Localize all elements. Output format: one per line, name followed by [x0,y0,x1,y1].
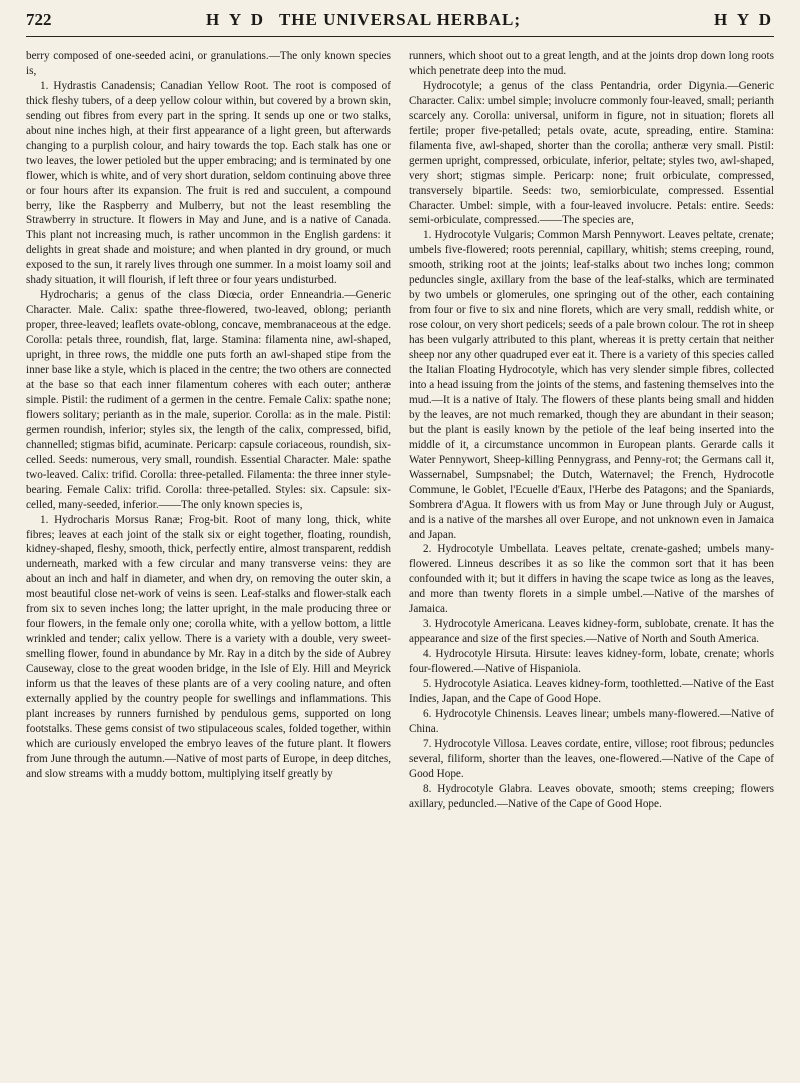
right-running-head: H Y D [713,10,774,29]
left-running-head: H Y D [206,10,267,29]
paragraph: 6. Hydrocotyle Chinensis. Leaves linear; umbels many-flowered.—Native of China. [409,707,774,735]
paragraph: 1. Hydrocharis Morsus Ranæ; Frog-bit. Root of many long, thick, white fibres; leaves at each joint of the stalk six or eight together, floating, roundish, kidney-shaped, fleshy, smooth, thick, perfectly entire, almost transparent, reddish underneath, marked with a few circular and many transverse veins: they are about an inch and half in diameter, and when dry, on removing the outer skin, a most beautiful close net-work of veins is seen. Leaf-stalks and flower-stalk each from six to seven inches long; the latter upright, in the male producing three or four flowers, in the female only one; corolla white, with a yellow bottom, a little wrinkled and tender; calix yellow. There is a variety with a double, very sweet-smelling flower, found in abundance by Mr. Ray in a ditch by the side of Aubrey Causeway, close to the great wooden bridge, in the Isle of Ely. Hill and Meyrick inform us that the leaves of these plants are of a very cooling nature, and often externally applied by the country people for swellings and inflammations. This plant increases by runners furnished by pendulous gems, supported on long footstalks. These gems consist of two stipulaceous scales, folded together, within which are curiously enveloped the embryo leaves of the future plant. It flowers from June through the autumn.—Native of most parts of Europe, in deep ditches, and slow streams with a muddy bottom, multiplying itself greatly by [26,513,391,780]
paragraph: runners, which shoot out to a great length, and at the joints drop down long roots which penetrate deep into the mud. [409,50,774,77]
paragraph: 5. Hydrocotyle Asiatica. Leaves kidney-form, toothletted.—Native of the East Indies, Japan, and the Cape of Good Hope. [409,678,774,705]
page-title: THE UNIVERSAL HERBAL; [278,10,522,29]
paragraph: 1. Hydrastis Canadensis; Canadian Yellow Root. The root is composed of thick fleshy tubers, of a deep yellow colour within, but covered by a brown skin, sending out fibres from every part in the spring. It sends up one or two stalks, about nine inches high, at their first appearance of a light green, but afterwards changing to a purplish colour, and hairy towards the top. Each stalk has one or two leaves, the lower petioled but the upper embracing; and is terminated by one flower, which is white, and of very short duration, seldom continuing above three or four hours after its expansion. The fruit is red and succulent, a compound berry, like the Raspberry and Mulberry, but not the least resembling the Strawberry in structure. It flowers in May and June, and is a native of Canada. This plant not increasing much, is rather uncommon in the English gardens: it delights in great shade and moisture; and when planted in dry ground, or much exposed to the sun, it rarely lives through one summer. In a moist loamy soil and shady situation, it will flourish, if left three or four years undisturbed. [26,79,391,287]
paragraph: Hydrocotyle; a genus of the class Pentandria, order Digynia.—Generic Character. Calix: umbel simple; involucre commonly four-leaved, small; perianth scarcely any. Corolla: universal, uniform in figure, not in situation; florets all fertile; proper five-petalled; petals ovate, acute, spreading, entire. Stamina: filamenta five, awl-shaped, shorter than the corolla; antheræ very small. Pistil: germen upright, compressed, orbiculate, inferior, peltate; styles two, awl-shaped, very short; stigmas simple. Pericarp: none; fruit orbiculate, compressed, transversely bipartile. Seeds: two, semiorbiculate, compressed. Essential Character. Umbel: simple, with a four-leaved involucre. Petals: entire. Seeds: semi-orbiculate, compressed.——The species are, [409,79,774,227]
left-column [26,49,391,812]
paragraph: 1. Hydrocotyle Vulgaris; Common Marsh Pennywort. Leaves peltate, crenate; umbels five-flowered; roots perennial, capillary, whitish; stems creeping, round, smooth, striking root at the joints; leaf-stalks about two inches long; common peduncles single, axillary from the base of the leaf-stalks, which are terminated by two umbels or glomerules, one springing out of the other, each containing from four or five to six and nine florets, which are very small, reddish white, or rose colour, on very short pedicels; seeds of a pale brown colour. The rot in sheep has been vulgarly attributed to this plant, whereas it is pretty certain that neither sheep nor any other quadruped ever eat it. There is a variety of this species called the Italian Floating Hydrocotyle, which has very slender simple fibres, collected into a head issuing from the joints of the stems, and fastening themselves into the mud.—It is a native of Italy. The flowers of these plants being small and hidden by the leaves, are not much remarked, though they are abundant in their season; but the plant is easily known by the petiole of the leaf being inserted into the middle of it, a circumstance uncommon in European plants. Gerarde calls it Water Pennywort, Sheep-killing Pennygrass, and Penny-rot; the Germans call it, Wassernabel, Sumpsnabel; the Dutch, Waternavel; the French, Hydrocotle Commune, le Goblet, l'Ecuelle d'Eaux, l'Herbe des Patagons; and the Spaniards, Sombrera d'Agua. It flowers with us from May or June through July or August, and is a native of the marshes all over Europe, and not unknown even in Jamaica and Japan. [409,229,775,541]
paragraph: 3. Hydrocotyle Americana. Leaves kidney-form, sublobate, crenate. It has the appearance and size of the first species.—Native of North and South America. [409,618,774,646]
paragraph: 4. Hydrocotyle Hirsuta. Hirsute: leaves kidney-form, lobate, crenate; whorls four-flowered.—Native of Hispaniola. [409,648,774,676]
page-number: 722 [26,10,52,29]
running-header [26,6,774,37]
paragraph: 8. Hydrocotyle Glabra. Leaves obovate, smooth; stems creeping; flowers axillary, peduncled.—Native of the Cape of Good Hope. [409,782,774,810]
paragraph: 2. Hydrocotyle Umbellata. Leaves peltate, crenate-gashed; umbels many-flowered. Linneus describes it as so like the common sort that it has been confounded with it; but it differs in having the scape twice as long as the leaves, and more than twenty florets in a simple umbel.—Native of the marshes of Jamaica. [409,543,774,616]
paragraph: Hydrocharis; a genus of the class Diœcia, order Enneandria.—Generic Character. Male. Calix: spathe three-flowered, two-leaved, oblong; perianth proper, three-leaved; leaflets ovate-oblong, concave, membranaceous at the edge. Corolla: petals three, roundish, flat, large. Stamina: filamenta nine, awl-shaped, upright, in three rows, the middle one puts forth an awl-shaped stipe from the inner base like a style, which is placed in the centre; the two others are connected at the base so that each inner filamentum coheres with each outer; antheræ simple. Pistil: the rudiment of a germen in the centre. Female Calix: spathe none; flowers solitary; perianth as in the male, superior. Corolla: as in the male. Pistil: germen roundish, inferior; styles six, the length of the calix, compressed, bifid, channelled; stigmas bifid, acuminate. Pericarp: capsule coriaceous, roundish, six-celled. Seeds: numerous, very small, roundish. Essential Character. Male: spathe two-leaved. Calix: trifid. Corolla: three-petalled. Filamenta: the three inner style-bearing. Female Calix: trifid. Corolla: three-petalled. Styles: six. Capsule: six-celled, many-seeded, inferior.——The only known species is, [26,289,391,511]
text-columns [26,49,774,812]
paragraph: 7. Hydrocotyle Villosa. Leaves cordate, entire, villose; root fibrous; peduncles several, filiform, shorter than the leaves, one-flowered.—Native of the Cape of Good Hope. [409,737,774,780]
paragraph: berry composed of one-seeded acini, or granulations.—The only known species is, [26,50,391,77]
right-column [409,49,774,812]
